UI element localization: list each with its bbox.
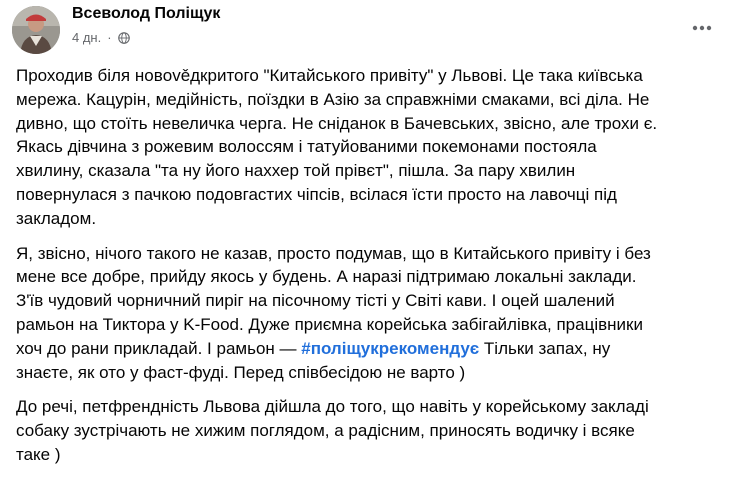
post-paragraph-3 [16,395,716,466]
text-line: собаку зустрічають не хижим поглядом, а радісним, приносять водичку і всяке [16,421,635,441]
text-line: хоч до рани прикладай. І рамьон — [16,338,302,358]
more-options-button[interactable] [684,10,720,46]
post-meta [72,30,130,45]
text-line: З'їв чудовий чорничний пиріг на пісочному тісті у Світі кави. І оцей шалений [16,291,615,311]
text-line: До речі, петфрендність Львова дійшла до того, що навіть у корейському закладі [16,397,649,417]
post-header [12,0,720,60]
text-line-with-hashtag [16,337,716,361]
author-name[interactable]: Всеволод Поліщук [72,5,221,22]
text-line: мережа. Кацурін, медійність, поїздки в Азію за справжніми смаками, всі діла. Не [16,89,650,109]
author-avatar[interactable] [12,6,60,54]
text-fragment: Тільки запах, ну [479,338,611,358]
text-line: дивно, що стоїть невеличка черга. Не сніданок в Бачевських, звісно, але трохи є. [16,113,658,133]
globe-icon [118,32,130,44]
post-paragraph-2 [16,242,716,385]
text-line: хвилину, сказала "та ну його наххер той прівєт", пішла. За пару хвилин [16,161,576,181]
text-line: повернулася з пачкою подовгастих чіпсів, всілася їсти просто на лавочці під [16,184,617,204]
avatar-photo [12,6,60,54]
text-line: Я, звісно, нічого такого не казав, просто подумав, що в Китайського привіту і без [16,243,651,263]
hashtag-link[interactable]: #поліщукрекомендує [301,338,480,358]
post-timestamp[interactable]: 4 дн. [72,30,102,45]
text-line: таке ) [16,444,61,464]
post-paragraph-1 [16,64,716,231]
text-line: знаєте, як ото у фаст-фуді. Перед співбесідою не варто ) [16,362,466,382]
text-line: Якась дівчина з рожевим волоссям і татуйованими покемонами постояла [16,137,597,157]
text-line: Проходив біля новověдкритого "Китайського привіту" у Львові. Це така київська [16,66,643,85]
text-line: рамьон на Тиктора у K-Food. Дуже приємна корейська забігайлівка, працівники [16,314,643,334]
post-body [16,64,716,478]
text-line: мене все добре, прийду якось у будень. А наразі підтримаю локальні заклади. [16,267,637,287]
text-line: закладом. [16,208,97,228]
meta-separator: · [107,30,112,45]
more-dots-icon [692,25,712,31]
